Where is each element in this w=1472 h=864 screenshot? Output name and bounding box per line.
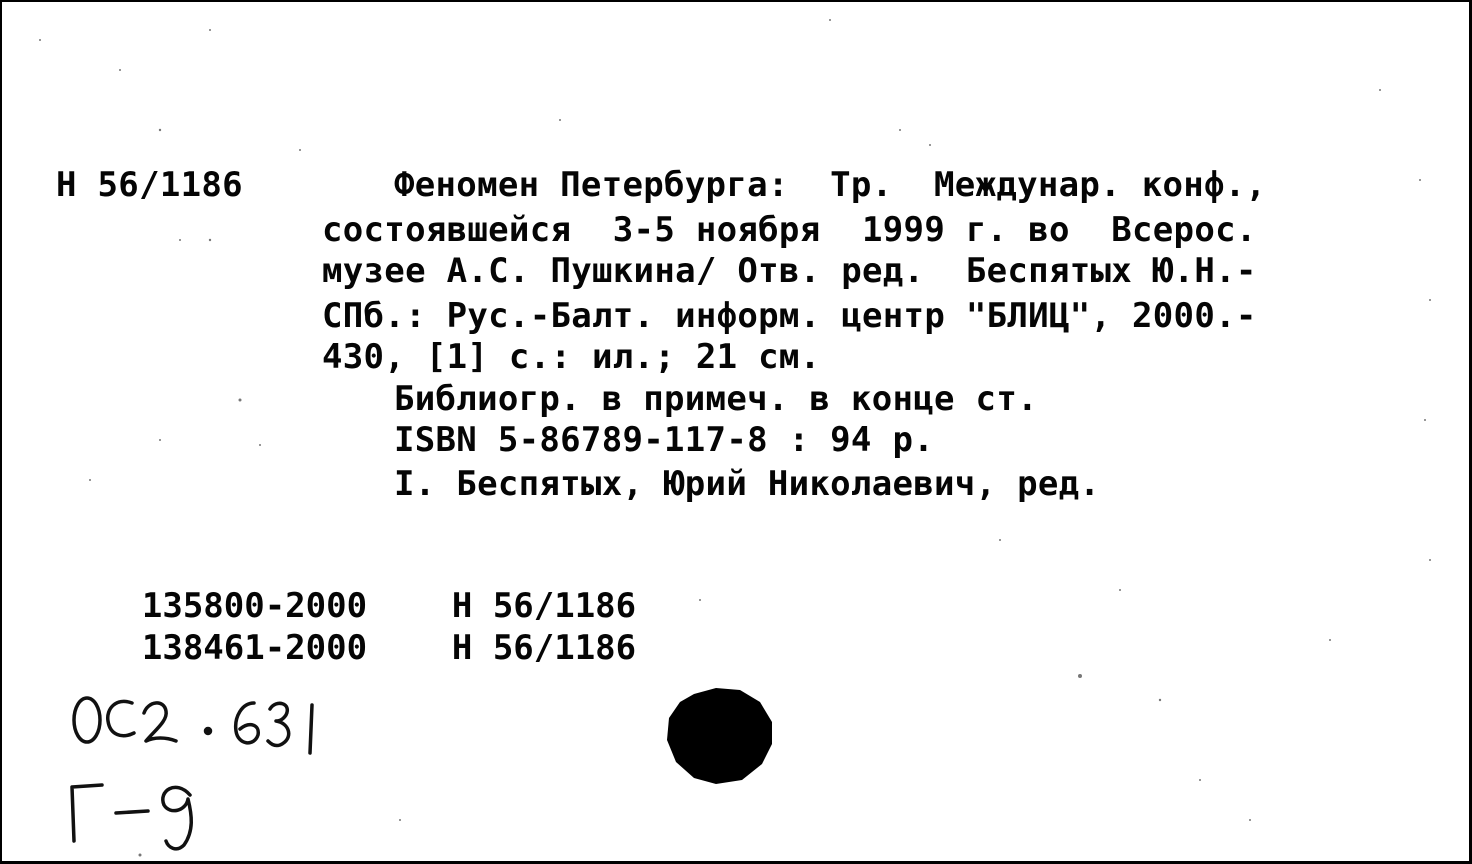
bibliography-note: Библиогр. в примеч. в конце ст. bbox=[394, 379, 1038, 419]
description-line-1: состоявшейся 3-5 ноября 1999 г. во Всерос. bbox=[322, 210, 1257, 250]
inventory-call-number: Н 56/1186 bbox=[451, 586, 637, 626]
inventory-number: 135800-2000 bbox=[141, 586, 368, 626]
editor-tracing: I. Беспятых, Юрий Николаевич, ред. bbox=[394, 464, 1101, 504]
inventory-number: 138461-2000 bbox=[141, 628, 368, 668]
handwritten-classification bbox=[54, 675, 354, 860]
description-line-2: музее А.С. Пушкина/ Отв. ред. Беспятых Ю.Н.- bbox=[322, 251, 1257, 291]
description-line-4: 430, [1] с.: ил.; 21 см. bbox=[322, 337, 821, 377]
description-line-3: СПб.: Рус.-Балт. информ. центр "БЛИЦ", 2000.- bbox=[322, 296, 1257, 336]
inventory-call-number: Н 56/1186 bbox=[451, 628, 637, 668]
isbn-note: ISBN 5-86789-117-8 : 94 р. bbox=[394, 420, 935, 460]
call-number: Н 56/1186 bbox=[56, 165, 243, 205]
title-statement: Феномен Петербурга: Тр. Междунар. конф., bbox=[394, 165, 1267, 205]
punch-hole bbox=[664, 686, 776, 786]
